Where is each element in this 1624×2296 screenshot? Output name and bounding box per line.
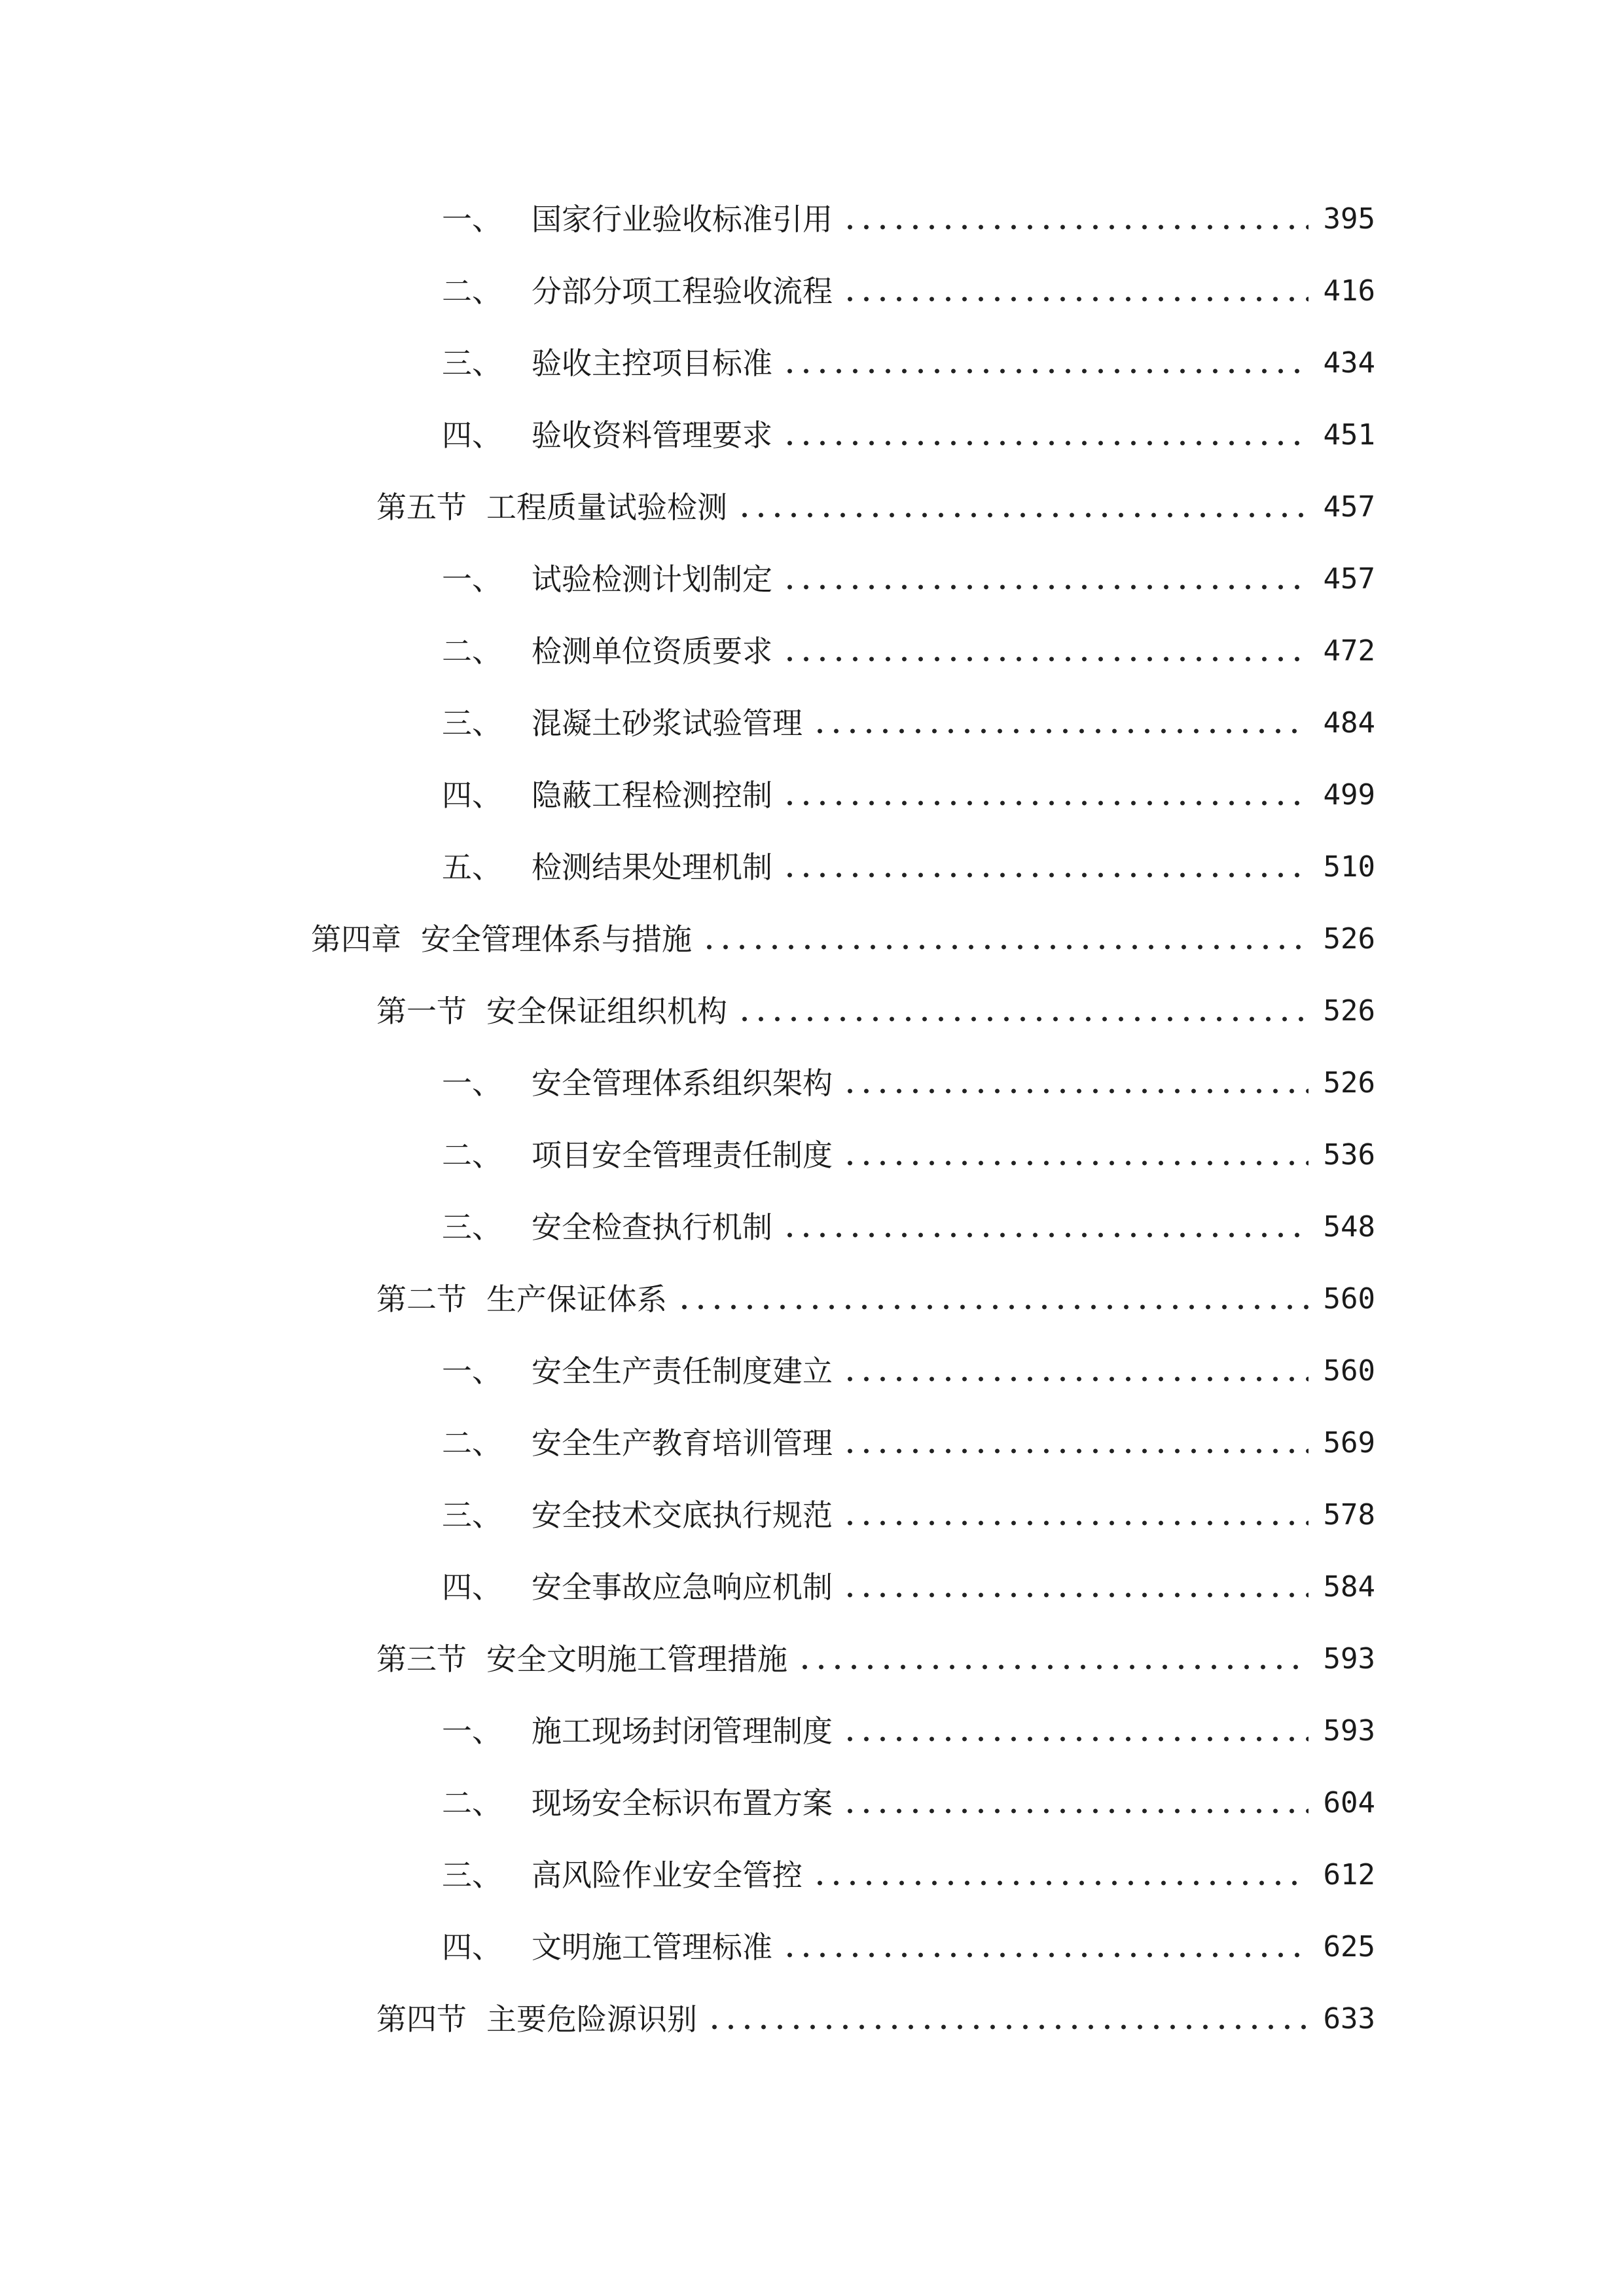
- toc-entry[interactable]: [0, 543, 1624, 615]
- toc-entry[interactable]: [0, 183, 1624, 255]
- toc-entry-page: 526: [1323, 922, 1375, 956]
- toc-entry[interactable]: [0, 615, 1624, 687]
- dot-leader: [842, 1736, 1308, 1742]
- toc-entry-number: 一、: [442, 562, 502, 597]
- toc-entry-title: 检测单位资质要求: [532, 634, 772, 669]
- dot-leader: [842, 1448, 1308, 1454]
- toc-entry[interactable]: [0, 1695, 1624, 1767]
- toc-chapter-entry[interactable]: [0, 903, 1624, 975]
- toc-entry-title: 工程质量试验检测: [486, 490, 727, 525]
- toc-entry-number: 四、: [442, 418, 502, 453]
- toc-entry[interactable]: [0, 399, 1624, 471]
- toc-entry-title: 施工现场封闭管理制度: [532, 1713, 833, 1749]
- toc-entry-title: 高风险作业安全管控: [532, 1857, 803, 1893]
- dot-leader: [842, 1088, 1308, 1094]
- toc-entry-number: 一、: [442, 1354, 502, 1389]
- toc-section-entry[interactable]: [0, 1623, 1624, 1695]
- toc-section-entry[interactable]: [0, 471, 1624, 543]
- toc-entry-page: 569: [1323, 1426, 1375, 1460]
- toc-entry-title: 安全生产教育培训管理: [532, 1426, 833, 1461]
- toc-entry-page: 612: [1323, 1858, 1375, 1892]
- dot-leader: [842, 1808, 1308, 1814]
- toc-entry-title: 安全管理体系与措施: [421, 922, 692, 957]
- toc-entry-title: 安全生产责任制度建立: [532, 1354, 833, 1389]
- toc-entry-number: 第三节: [376, 1641, 467, 1677]
- dot-leader: [782, 368, 1308, 374]
- toc-entry-title: 隐蔽工程检测控制: [532, 778, 772, 813]
- toc-entry-number: 一、: [442, 1066, 502, 1101]
- toc-entry[interactable]: [0, 327, 1624, 399]
- toc-entry-number: 第二节: [376, 1282, 467, 1317]
- toc-entry-number: 三、: [442, 346, 502, 381]
- toc-entry[interactable]: [0, 687, 1624, 759]
- dot-leader: [736, 512, 1308, 518]
- dot-leader: [842, 1592, 1308, 1598]
- toc-entry-page: 451: [1323, 418, 1375, 452]
- dot-leader: [782, 800, 1308, 806]
- toc-entry-title: 现场安全标识布置方案: [532, 1785, 833, 1821]
- toc-entry[interactable]: [0, 759, 1624, 831]
- toc-entry[interactable]: [0, 255, 1624, 327]
- dot-leader: [812, 728, 1308, 734]
- dot-leader: [736, 1016, 1308, 1022]
- toc-entry-page: 457: [1323, 490, 1375, 524]
- toc-entry[interactable]: [0, 831, 1624, 903]
- toc-entry-title: 文明施工管理标准: [532, 1929, 772, 1965]
- toc-entry[interactable]: [0, 1407, 1624, 1479]
- toc-entry[interactable]: [0, 1551, 1624, 1623]
- toc-entry[interactable]: [0, 1911, 1624, 1983]
- dot-leader: [706, 2024, 1308, 2030]
- toc-entry-number: 二、: [442, 634, 502, 669]
- dot-leader: [782, 440, 1308, 446]
- toc-entry-page: 510: [1323, 850, 1375, 884]
- toc-entry-number: 第四章: [311, 922, 401, 957]
- toc-section-entry[interactable]: [0, 1983, 1624, 2055]
- toc-entry-title: 主要危险源识别: [486, 2001, 697, 2037]
- toc-entry-title: 验收主控项目标准: [532, 346, 772, 381]
- toc-entry-number: 一、: [442, 202, 502, 237]
- toc-entry-number: 第五节: [376, 490, 467, 525]
- toc-entry-page: 633: [1323, 2002, 1375, 2036]
- toc-entry[interactable]: [0, 1335, 1624, 1407]
- toc-entry-title: 检测结果处理机制: [532, 850, 772, 885]
- toc-entry-number: 三、: [442, 1210, 502, 1245]
- dot-leader: [842, 1160, 1308, 1166]
- dot-leader: [782, 1232, 1308, 1238]
- dot-leader: [842, 1376, 1308, 1382]
- toc-entry-page: 548: [1323, 1210, 1375, 1244]
- toc-entry-title: 安全事故应急响应机制: [532, 1570, 833, 1605]
- toc-entry-page: 457: [1323, 562, 1375, 596]
- toc-entry[interactable]: [0, 1047, 1624, 1119]
- toc-entry-number: 第一节: [376, 994, 467, 1029]
- toc-entry-title: 安全检查执行机制: [532, 1210, 772, 1245]
- toc-entry-page: 526: [1323, 1066, 1375, 1100]
- toc-entry[interactable]: [0, 1191, 1624, 1263]
- toc-entry-title: 混凝土砂浆试验管理: [532, 706, 803, 741]
- toc-entry[interactable]: [0, 1767, 1624, 1839]
- toc-entry-page: 472: [1323, 634, 1375, 668]
- toc-entry-number: 四、: [442, 1570, 502, 1605]
- toc-entry-page: 499: [1323, 778, 1375, 812]
- dot-leader: [782, 584, 1308, 590]
- dot-leader: [701, 944, 1308, 950]
- toc-entry-title: 安全管理体系组织架构: [532, 1066, 833, 1101]
- toc-entry-page: 604: [1323, 1786, 1375, 1820]
- dot-leader: [797, 1664, 1308, 1670]
- toc-entry[interactable]: [0, 1839, 1624, 1911]
- toc-entry-title: 验收资料管理要求: [532, 418, 772, 453]
- toc-section-entry[interactable]: [0, 975, 1624, 1047]
- toc-entry-title: 项目安全管理责任制度: [532, 1138, 833, 1173]
- dot-leader: [812, 1880, 1308, 1886]
- dot-leader: [842, 224, 1308, 230]
- toc-entry[interactable]: [0, 1479, 1624, 1551]
- table-of-contents: [0, 183, 1624, 2055]
- toc-entry-number: 五、: [442, 850, 502, 885]
- dot-leader: [842, 1520, 1308, 1526]
- dot-leader: [842, 296, 1308, 302]
- toc-entry-number: 三、: [442, 1498, 502, 1533]
- toc-entry-number: 二、: [442, 1785, 502, 1821]
- toc-entry-page: 625: [1323, 1930, 1375, 1964]
- toc-entry-page: 593: [1323, 1714, 1375, 1748]
- dot-leader: [676, 1304, 1308, 1310]
- toc-entry-page: 584: [1323, 1570, 1375, 1604]
- toc-entry-page: 484: [1323, 706, 1375, 740]
- dot-leader: [782, 656, 1308, 662]
- toc-entry-title: 国家行业验收标准引用: [532, 202, 833, 237]
- toc-entry-number: 一、: [442, 1713, 502, 1749]
- toc-entry-number: 二、: [442, 1426, 502, 1461]
- toc-entry-number: 二、: [442, 274, 502, 309]
- toc-entry-number: 四、: [442, 1929, 502, 1965]
- dot-leader: [782, 1952, 1308, 1958]
- toc-entry-page: 560: [1323, 1282, 1375, 1316]
- toc-entry-title: 安全技术交底执行规范: [532, 1498, 833, 1533]
- toc-entry-page: 526: [1323, 994, 1375, 1028]
- toc-entry-title: 生产保证体系: [486, 1282, 667, 1317]
- toc-entry-page: 536: [1323, 1138, 1375, 1172]
- toc-entry-title: 分部分项工程验收流程: [532, 274, 833, 309]
- toc-entry-page: 395: [1323, 202, 1375, 236]
- toc-entry-page: 593: [1323, 1642, 1375, 1676]
- toc-entry-page: 578: [1323, 1498, 1375, 1532]
- toc-entry-number: 二、: [442, 1138, 502, 1173]
- toc-section-entry[interactable]: [0, 1263, 1624, 1335]
- toc-entry-page: 434: [1323, 346, 1375, 380]
- toc-entry-number: 三、: [442, 706, 502, 741]
- toc-entry[interactable]: [0, 1119, 1624, 1191]
- toc-entry-title: 安全保证组织机构: [486, 994, 727, 1029]
- toc-entry-number: 三、: [442, 1857, 502, 1893]
- dot-leader: [782, 872, 1308, 878]
- toc-entry-title: 试验检测计划制定: [532, 562, 772, 597]
- toc-entry-number: 第四节: [376, 2001, 467, 2037]
- toc-entry-title: 安全文明施工管理措施: [486, 1641, 787, 1677]
- toc-entry-page: 416: [1323, 274, 1375, 308]
- toc-entry-page: 560: [1323, 1354, 1375, 1388]
- toc-entry-number: 四、: [442, 778, 502, 813]
